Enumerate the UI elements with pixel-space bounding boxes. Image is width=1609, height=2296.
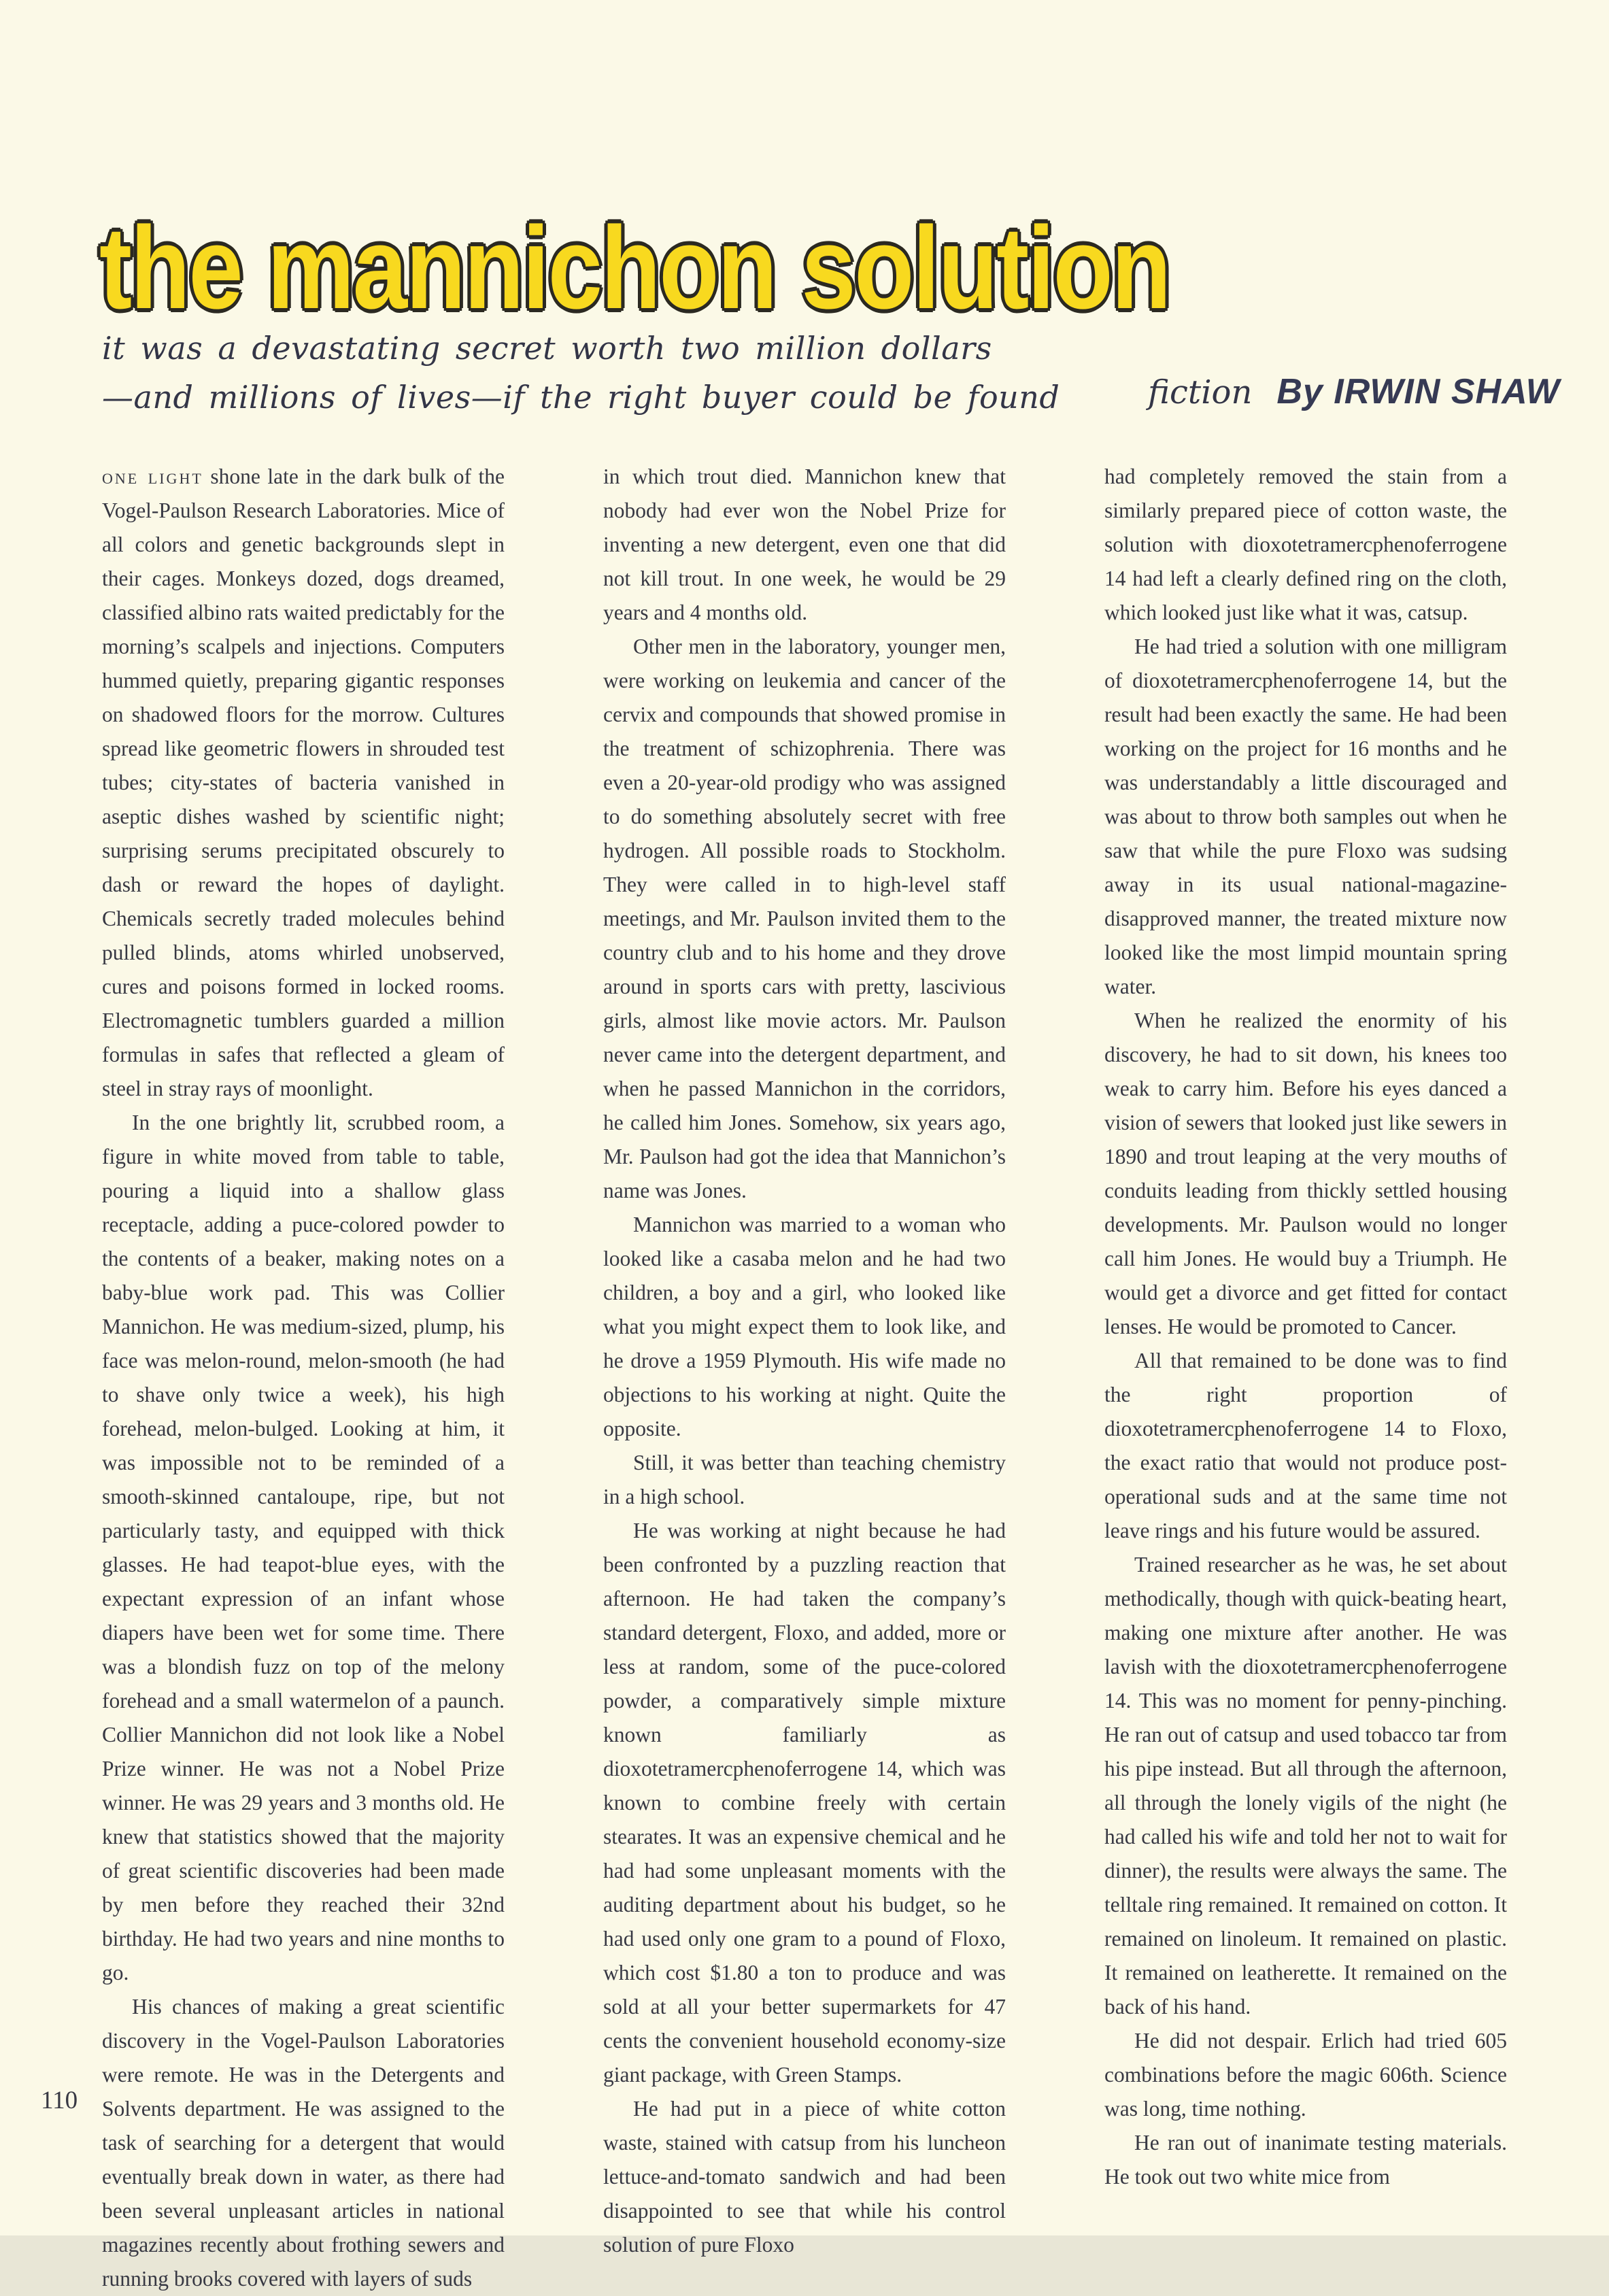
column-2 — [603, 460, 1006, 2296]
column-3 — [1104, 460, 1507, 2296]
paragraph: He had put in a piece of white cotton waste, stained with catsup from his luncheon lettuce-and-tomato sandwich and had been disappointed to see that while his control solution of pure Floxo — [603, 2097, 1006, 2257]
paragraph: Trained researcher as he was, he set about methodically, though with quick-beating heart, making one mixture after another. He was lavish with the dioxotetramercphenoferrogene 14. This was no moment for penny-pinching. He ran out of catsup and used tobacco tar from his pipe instead. But all through the afternoon, all through the lonely vigils of the night (he had called his wife and told her not to wait for dinner), the results were always the same. The telltale ring remained. It remained on cotton. It remained on linoleum. It remained on plastic. It remained on leatherette. It remained on the back of his hand. — [1104, 1553, 1507, 2019]
paragraph: All that remained to be done was to find the right proportion of dioxotetramercphenoferrogene 14 to Floxo, the exact ratio that would not produce post-operational suds and at the same time not leave rings and his future would be assured. — [1104, 1349, 1507, 1542]
paragraph: Other men in the laboratory, younger men, were working on leukemia and cancer of the cervix and compounds that showed promise in the treatment of schizophrenia. There was even a 20-year-old prodigy who was assigned to do something absolutely secret with free hydrogen. All possible roads to Stockholm. They were called in to high-level staff meetings, and Mr. Paulson invited them to the country club and to his home and they drove around in sports cars with pretty, lascivious girls, almost like movie actors. Mr. Paulson never came into the detergent department, and when he passed Mannichon in the corridors, he called him Jones. Somehow, six years ago, Mr. Paulson had got the idea that Mannichon’s name was Jones. — [603, 635, 1006, 1202]
paragraph: in which trout died. Mannichon knew that nobody had ever won the Nobel Prize for inventing a new detergent, even one that did not kill trout. In one week, he would be 29 years and 4 months old. — [603, 465, 1006, 624]
paragraph: When he realized the enormity of his discovery, he had to sit down, his knees too weak to carry him. Before his eyes danced a vision of sewers that looked just like sewers in 1890 and trout leaping at the very mouths of conduits leading from thickly settled housing developments. Mr. Paulson would no longer call him Jones. He would buy a Triumph. He would get a divorce and get fitted for contact lenses. He would be promoted to Cancer. — [1104, 1009, 1507, 1338]
subtitle-line-1: it was a devastating secret worth two million dollars — [102, 330, 992, 367]
paragraph: His chances of making a great scientific discovery in the Vogel-Paulson Laboratories were remote. He was in the Detergents and Solvents department. He was assigned to the task of searching for a detergent that would eventually break down in water, as there had been several unpleasant articles in national magazines recently about frothing sewers and running brooks covered with layers of suds — [102, 1995, 505, 2291]
subtitle — [102, 324, 1060, 422]
paragraph: In the one brightly lit, scrubbed room, a figure in white moved from table to table, pouring a liquid into a shallow glass receptacle, adding a puce-colored powder to the contents of a beaker, making notes on a baby-blue work pad. This was Collier Mannichon. He was medium-sized, plump, his face was melon-round, melon-smooth (he had to shave only twice a week), his high forehead, melon-bulged. Looking at him, it was impossible not to be reminded of a smooth-skinned cantaloupe, ripe, but not particularly tasty, and equipped with thick glasses. He had teapot-blue eyes, with the expectant expression of an infant whose diapers have been wet for some time. There was a blondish fuzz on top of the melony forehead and a small watermelon of a paunch. Collier Mannichon did not look like a Nobel Prize winner. He was not a Nobel Prize winner. He was 29 years and 3 months old. He knew that statistics showed that the majority of great scientific discoveries had been made by men before they reached their 32nd birthday. He had two years and nine months to go. — [102, 1111, 505, 1985]
page-title: the mannichon solution — [99, 203, 1170, 333]
column-1 — [102, 460, 505, 2296]
paragraph: Mannichon was married to a woman who looked like a casaba melon and he had two children, a boy and a girl, who looked like what you might expect them to look like, and he drove a 1959 Plymouth. His wife made no objections to his working at night. Quite the opposite. — [603, 1213, 1006, 1440]
paragraph-text: shone late in the dark bulk of the Vogel-Paulson Research Laboratories. Mice of all colors and genetic backgrounds slept in their cages. Monkeys dozed, dogs dreamed, classified albino rats waited predictably for the morning’s scalpels and injections. Computers hummed quietly, preparing gigantic responses on shadowed floors for the morrow. Cultures spread like geometric flowers in shrouded test tubes; city-states of bacteria vanished in aseptic dishes washed by scientific night; surprising serums precipitated obscurely to dash or reward the hopes of daylight. Chemicals secretly traded molecules behind pulled blinds, atoms whirled unobserved, cures and poisons formed in locked rooms. Electromagnetic tumblers guarded a million formulas in safes that reflected a gleam of steel in stray rays of moonlight. — [102, 465, 505, 1100]
paragraph: He had tried a solution with one milligram of dioxotetramercphenoferrogene 14, but the result had been exactly the same. He had been working on the project for 16 months and he was understandably a little discouraged and was about to throw both samples out when he saw that while the pure Floxo was sudsing away in its usual national-magazine-disapproved manner, the treated mixture now looked like the most limpid mountain spring water. — [1104, 635, 1507, 998]
paragraph: Still, it was better than teaching chemistry in a high school. — [603, 1451, 1006, 1508]
subtitle-line-2: —and millions of lives—if the right buyer could be found — [102, 379, 1060, 416]
paragraph: He did not despair. Erlich had tried 605 combinations before the magic 606th. Science was long, time nothing. — [1104, 2029, 1507, 2121]
paragraph: had completely removed the stain from a similarly prepared piece of cotton waste, the solution with dioxotetramercphenoferrogene 14 had left a clearly defined ring on the cloth, which looked just like what it was, catsup. — [1104, 465, 1507, 624]
byline — [1148, 367, 1560, 417]
paragraph: He ran out of inanimate testing materials. He took out two white mice from — [1104, 2131, 1507, 2189]
paragraph — [102, 460, 505, 1106]
lead-small-caps: one light — [102, 465, 203, 488]
article-columns — [102, 460, 1507, 2296]
fiction-label: fiction — [1148, 373, 1253, 411]
page-number: 110 — [41, 2087, 78, 2114]
paragraph: He was working at night because he had been confronted by a puzzling reaction that afternoon. He had taken the company’s standard detergent, Floxo, and added, more or less at random, some of the puce-colored powder, a comparatively simple mixture known familiarly as dioxotetramercphenoferrogene 14, which was known to combine freely with certain stearates. It was an expensive chemical and he had had some unpleasant moments with the auditing department about his budget, so he had used only one gram to a pound of Floxo, which cost $1.80 a ton to produce and was sold at all your better supermarkets for 47 cents the convenient household economy-size giant package, with Green Stamps. — [603, 1519, 1006, 2087]
byline-author: By IRWIN SHAW — [1276, 372, 1560, 411]
